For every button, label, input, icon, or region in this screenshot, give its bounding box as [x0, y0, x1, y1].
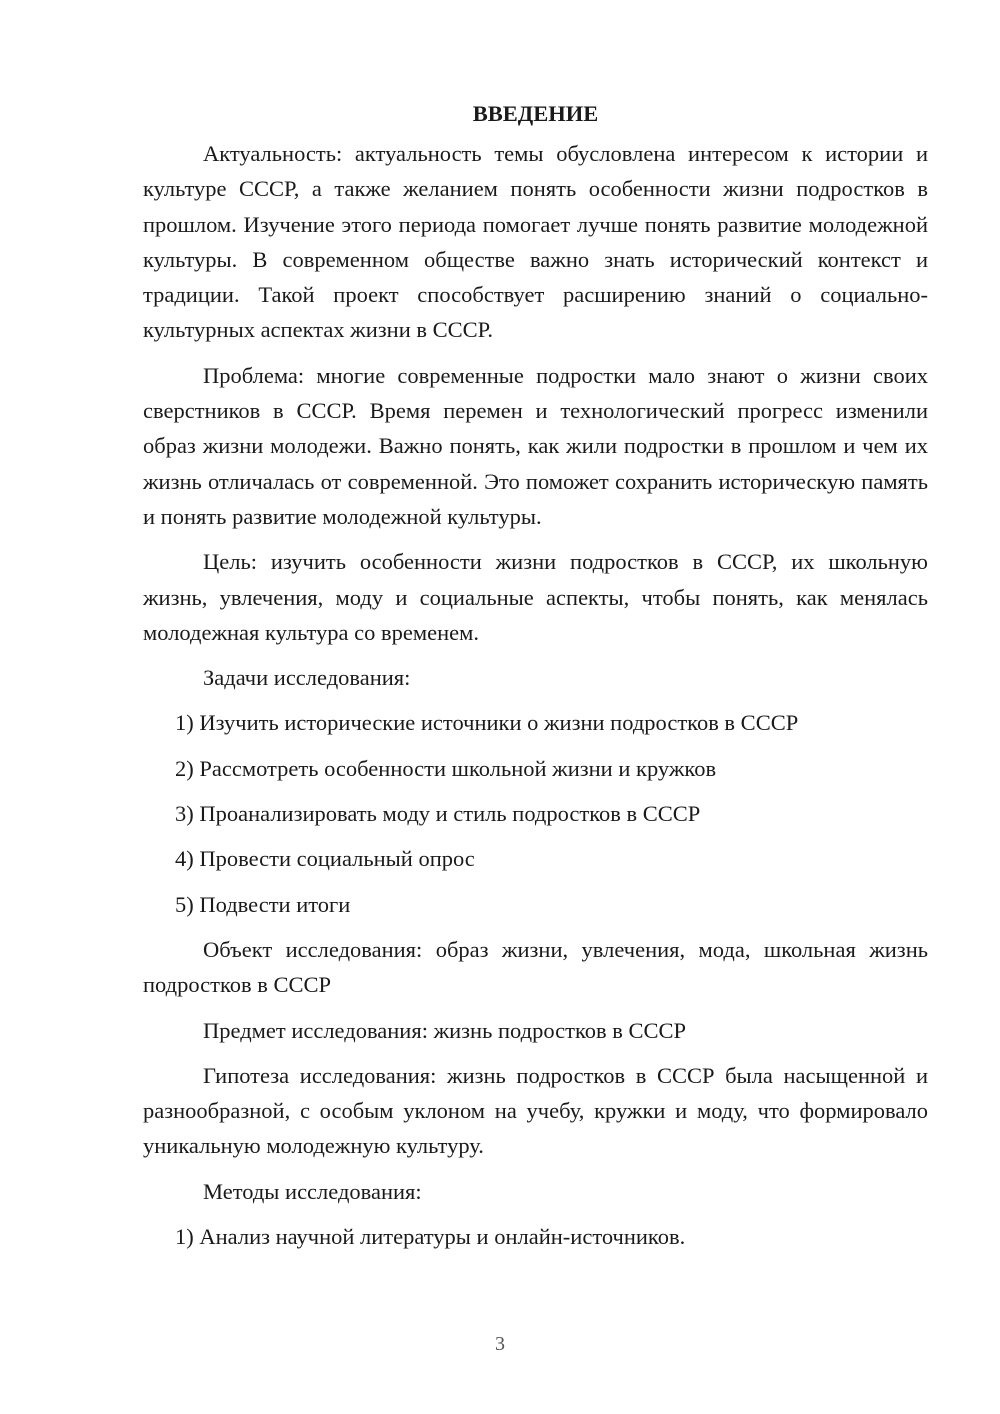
tasks-list [143, 705, 928, 921]
tasks-heading: Задачи исследования: [203, 665, 411, 691]
object-paragraph: Объект исследования: образ жизни, увлечения, мода, школьная жизнь подростков в СССР [143, 936, 928, 998]
list-item: 5) Подвести итоги [175, 891, 351, 917]
list-item: 4) Провести социальный опрос [175, 846, 475, 872]
page-number: 3 [495, 1333, 505, 1355]
methods-list [143, 1219, 928, 1254]
section-title: ВВЕДЕНИЕ [472, 101, 599, 126]
list-item: 1) Изучить исторические источники о жизни подростков в СССР [175, 710, 799, 736]
subject-paragraph: Предмет исследования: жизнь подростков в СССР [203, 1017, 687, 1043]
document-page [143, 96, 928, 1264]
list-item: 2) Рассмотреть особенности школьной жизни и кружков [175, 755, 717, 781]
problem-paragraph: Проблема: многие современные подростки мало знают о жизни своих сверстников в СССР. Время перемен и технологический прогресс изменили образ жизни молодежи. Важно понять, как жили подростки в прошлом и чем их жизнь отличалась от современной. Это поможет сохранить историческую память и понять развитие молодежной культуры. [143, 362, 928, 529]
methods-heading: Методы исследования: [203, 1178, 422, 1204]
relevance-paragraph: Актуальность: актуальность темы обусловлена интересом к истории и культуре СССР, а также желанием понять особенности жизни подростков в прошлом. Изучение этого периода помогает лучше понять развитие молодежной культуры. В современном обществе важно знать исторический контекст и традиции. Такой проект способствует расширению знаний о социально-культурных аспектах жизни в СССР. [143, 141, 928, 343]
list-item: 1) Анализ научной литературы и онлайн-источников. [175, 1224, 686, 1250]
list-item: 3) Проанализировать моду и стиль подростков в СССР [175, 801, 701, 827]
hypothesis-paragraph: Гипотеза исследования: жизнь подростков в СССР была насыщенной и разнообразной, с особым уклоном на учебу, кружки и моду, что формировало уникальную молодежную культуру. [143, 1062, 928, 1159]
goal-paragraph: Цель: изучить особенности жизни подростков в СССР, их школьную жизнь, увлечения, моду и социальные аспекты, чтобы понять, как менялась молодежная культура со временем. [143, 549, 928, 645]
